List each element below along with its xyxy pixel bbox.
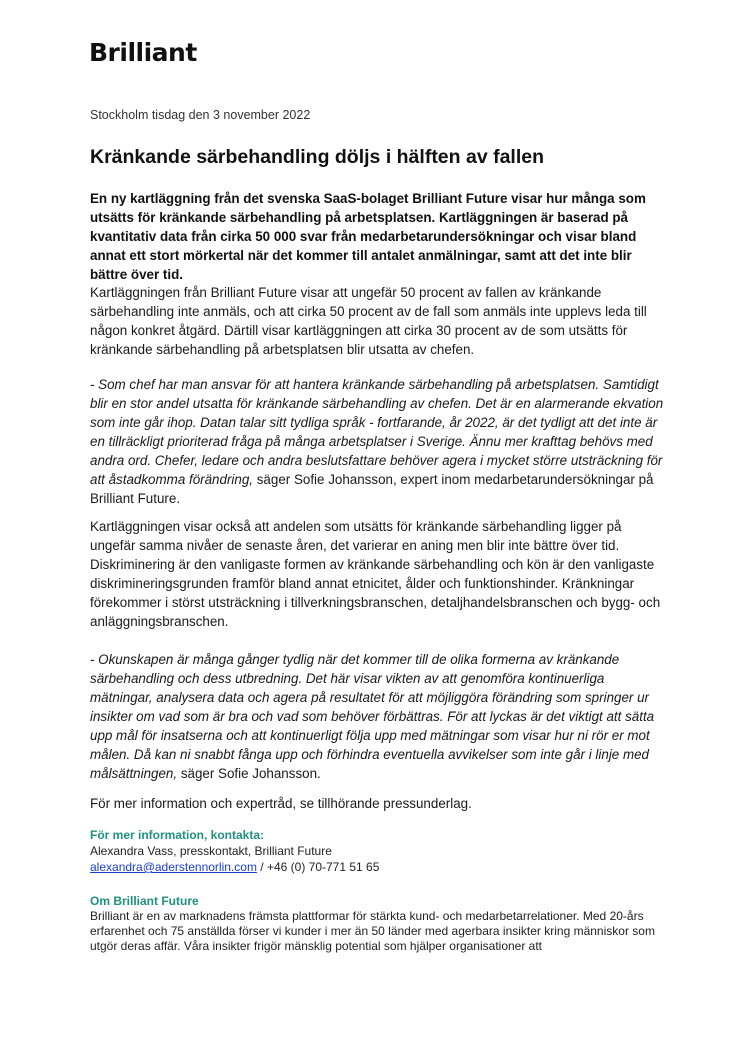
contact-name: Alexandra Vass, presskontakt, Brilliant Future [90,844,332,858]
headline: Kränkande särbehandling döljs i hälften av fallen [90,146,545,168]
quote-1-text: - Som chef har man ansvar för att hantera kränkande särbehandling på arbetsplatsen. Samtidigt blir en stor andel utsatta för kränkande särbehandling av chefen. Det är en alarmerande ekvation som inte går ihop. Datan talar sitt tydliga språk - fortfarande, år 2022, är det tydligt att det inte är en tillräckligt prioriterad fråga på många arbetsplatser i Sverige. Ännu mer krafttag behövs med andra ord. Chefer, ledare och andra beslutsfattare behöver agera i mycket större utsträckning för att åstadkomma förändring, [90,377,664,487]
quote-2-attribution: säger Sofie Johansson. [177,766,321,781]
quote-2-text: - Okunskapen är många gånger tydlig när det kommer till de olika formerna av kränkande särbehandling och dess utbredning. Det här visar vikten av att genomföra kontinuerliga mätningar, analysera data och agera på resultatet för att möjliggöra förändring som springer ur insikter om vad som är bra och vad som behöver förbättras. För att lyckas är det viktigt att sätta upp mål för insatserna och att kontinuerligt följa upp med mätningar som visar hur ni rör er mot målen. Då kan ni snabbt fånga upp och förhindra eventuella avvikelser som inte går i linje med målsättningen, [90,652,655,781]
contact-phone: / +46 (0) 70-771 51 65 [256,860,380,874]
quote-paragraph-1 [90,375,670,508]
more-info-line: För mer information och expertråd, se tillhörande pressunderlag. [90,796,472,811]
about-text: Brilliant är en av marknadens främsta plattformar för stärkta kund- och medarbetarrelationer. Med 20-års erfarenhet och 75 anställda förser vi kunder i mer än 50 länder med agerbara insikter kring människor som utgör deras affär. Våra insikter frigör mänsklig potential som hjälper organisationer att [90,909,655,953]
quote-paragraph-2 [90,650,670,783]
quote-1-attribution: säger Sofie Johansson, expert inom medarbetarundersökningar på Brilliant Future. [90,472,654,506]
body-paragraph-1: Kartläggningen från Brilliant Future visar att ungefär 50 procent av fallen av kränkande särbehandling inte anmäls, och att cirka 50 procent av de fall som anmäls inte upplevs leda till någon konkret åtgärd. Därtill visar kartläggningen att cirka 30 procent av de som utsätts för kränkande särbehandling på arbetsplatsen blir utsatta av chefen. [90,285,647,357]
dateline: Stockholm tisdag den 3 november 2022 [90,108,311,122]
contact-email-link[interactable]: alexandra@aderstennorlin.com [90,860,257,874]
lead-paragraph: En ny kartläggning från det svenska SaaS-bolaget Brilliant Future visar hur många som utsätts för kränkande särbehandling på arbetsplatsen. Kartläggningen är baserad på kvantitativ data från cirka 50 000 svar från medarbetarundersökningar och visar bland annat ett stort mörkertal när det kommer till antalet anmälningar, samt att det inte blir bättre över tid. [90,191,646,282]
about-heading: Om Brilliant Future [90,894,199,908]
brilliant-logo: Brilliant [89,38,197,67]
contact-heading: För mer information, kontakta: [90,828,265,842]
contact-line [90,860,660,875]
body-paragraph-2: Kartläggningen visar också att andelen som utsätts för kränkande särbehandling ligger på ungefär samma nivåer de senaste åren, det varierar en aning men blir inte bättre över tid. Diskriminering är den vanligaste formen av kränkande särbehandling och kön är den vanligaste diskrimineringsgrunden framför bland annat etnicitet, ålder och funktionshinder. Kränkningar förekommer i störst utsträckning i tillverkningsbranschen, detaljhandelsbranschen och bygg- och anläggningsbranschen. [90,519,661,629]
